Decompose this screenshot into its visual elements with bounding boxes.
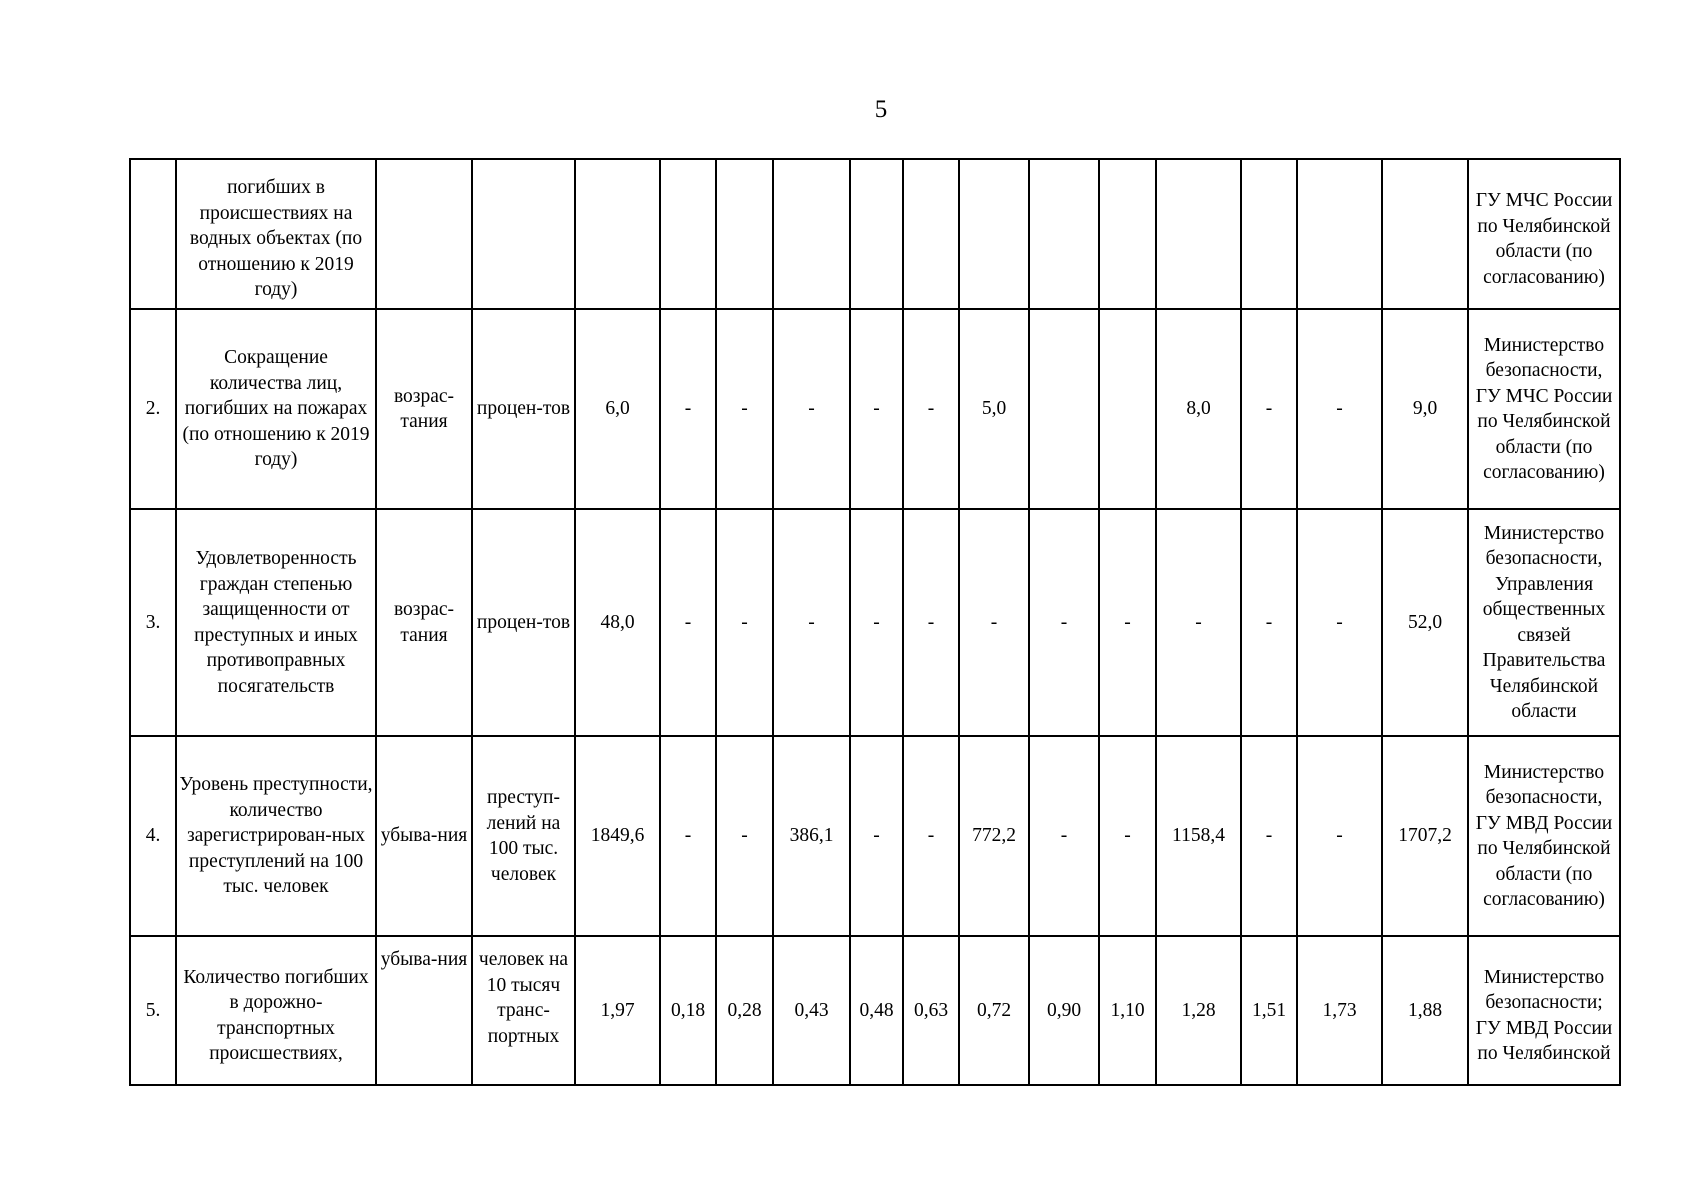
table-row — [130, 309, 1620, 509]
value-cell — [1029, 309, 1099, 509]
unit-cell — [472, 159, 575, 309]
value-cell: - — [850, 309, 903, 509]
indicator-name-cell: Удовлетворенность граждан степенью защищенности от преступных и иных противоправных посягательств — [176, 509, 376, 736]
indicator-name-cell: Сокращение количества лиц, погибших на пожарах (по отношению к 2019 году) — [176, 309, 376, 509]
value-cell: - — [1029, 736, 1099, 936]
indicator-name-cell: Количество погибших в дорожно-транспортных происшествиях, — [176, 936, 376, 1085]
value-cell: 1,73 — [1297, 936, 1382, 1085]
value-cell: 0,18 — [660, 936, 716, 1085]
value-cell: 0,72 — [959, 936, 1029, 1085]
value-cell — [575, 159, 660, 309]
table-row — [130, 159, 1620, 309]
value-cell: - — [660, 309, 716, 509]
value-cell: 1849,6 — [575, 736, 660, 936]
value-cell: 0,90 — [1029, 936, 1099, 1085]
table-row — [130, 936, 1620, 1085]
value-cell: 1,97 — [575, 936, 660, 1085]
value-cell: 0,28 — [716, 936, 773, 1085]
value-cell — [1099, 159, 1156, 309]
value-cell: 1,10 — [1099, 936, 1156, 1085]
value-cell: - — [716, 309, 773, 509]
responsible-org-cell: ГУ МЧС России по Челябинской области (по согласованию) — [1468, 159, 1620, 309]
direction-cell: возрас-тания — [376, 309, 472, 509]
value-cell: 0,48 — [850, 936, 903, 1085]
value-cell: - — [903, 509, 959, 736]
direction-cell: убыва-ния — [376, 936, 472, 1085]
value-cell — [850, 159, 903, 309]
value-cell: - — [1297, 509, 1382, 736]
value-cell: 1,88 — [1382, 936, 1468, 1085]
direction-cell — [376, 159, 472, 309]
table-row — [130, 736, 1620, 936]
value-cell: 8,0 — [1156, 309, 1241, 509]
responsible-org-cell: Министерство безопасности, Управления общественных связей Правительства Челябинской области — [1468, 509, 1620, 736]
value-cell: - — [1297, 736, 1382, 936]
indicator-name-cell: погибших в происшествиях на водных объектах (по отношению к 2019 году) — [176, 159, 376, 309]
value-cell: 9,0 — [1382, 309, 1468, 509]
indicator-name-cell: Уровень преступности, количество зарегистрирован-ных преступлений на 100 тыс. человек — [176, 736, 376, 936]
value-cell: - — [1297, 309, 1382, 509]
value-cell — [1029, 159, 1099, 309]
responsible-org-cell: Министерство безопасности, ГУ МВД России по Челябинской области (по согласованию) — [1468, 736, 1620, 936]
value-cell — [716, 159, 773, 309]
value-cell: - — [1099, 736, 1156, 936]
value-cell: 1,51 — [1241, 936, 1297, 1085]
value-cell — [959, 159, 1029, 309]
value-cell: - — [773, 309, 850, 509]
value-cell — [1241, 159, 1297, 309]
value-cell: - — [660, 509, 716, 736]
value-cell: - — [716, 736, 773, 936]
value-cell — [1156, 159, 1241, 309]
value-cell: 48,0 — [575, 509, 660, 736]
value-cell: 0,43 — [773, 936, 850, 1085]
value-cell: 1707,2 — [1382, 736, 1468, 936]
value-cell — [1382, 159, 1468, 309]
value-cell: - — [1241, 736, 1297, 936]
value-cell: 52,0 — [1382, 509, 1468, 736]
value-cell: - — [850, 509, 903, 736]
table-row — [130, 509, 1620, 736]
value-cell: - — [1099, 509, 1156, 736]
responsible-org-cell: Министерство безопасности; ГУ МВД России по Челябинской — [1468, 936, 1620, 1085]
unit-cell: процен-тов — [472, 309, 575, 509]
value-cell: - — [903, 309, 959, 509]
value-cell — [660, 159, 716, 309]
value-cell: - — [850, 736, 903, 936]
unit-cell: преступ-лений на 100 тыс. человек — [472, 736, 575, 936]
direction-cell: убыва-ния — [376, 736, 472, 936]
value-cell: - — [959, 509, 1029, 736]
unit-cell: человек на 10 тысяч транс-портных — [472, 936, 575, 1085]
indicators-table — [129, 158, 1621, 1086]
value-cell — [1297, 159, 1382, 309]
value-cell: - — [1241, 309, 1297, 509]
direction-cell: возрас-тания — [376, 509, 472, 736]
value-cell: - — [660, 736, 716, 936]
row-number-cell — [130, 159, 176, 309]
value-cell: - — [1156, 509, 1241, 736]
value-cell — [1099, 309, 1156, 509]
value-cell — [773, 159, 850, 309]
value-cell: 772,2 — [959, 736, 1029, 936]
value-cell — [903, 159, 959, 309]
value-cell: - — [1029, 509, 1099, 736]
unit-cell: процен-тов — [472, 509, 575, 736]
value-cell: 6,0 — [575, 309, 660, 509]
value-cell: 1,28 — [1156, 936, 1241, 1085]
value-cell: 386,1 — [773, 736, 850, 936]
value-cell: - — [1241, 509, 1297, 736]
row-number-cell: 2. — [130, 309, 176, 509]
row-number-cell: 4. — [130, 736, 176, 936]
value-cell: 1158,4 — [1156, 736, 1241, 936]
page-number: 5 — [874, 96, 888, 123]
responsible-org-cell: Министерство безопасности, ГУ МЧС России по Челябинской области (по согласованию) — [1468, 309, 1620, 509]
value-cell: 5,0 — [959, 309, 1029, 509]
value-cell: - — [716, 509, 773, 736]
row-number-cell: 5. — [130, 936, 176, 1085]
row-number-cell: 3. — [130, 509, 176, 736]
value-cell: 0,63 — [903, 936, 959, 1085]
value-cell: - — [773, 509, 850, 736]
value-cell: - — [903, 736, 959, 936]
